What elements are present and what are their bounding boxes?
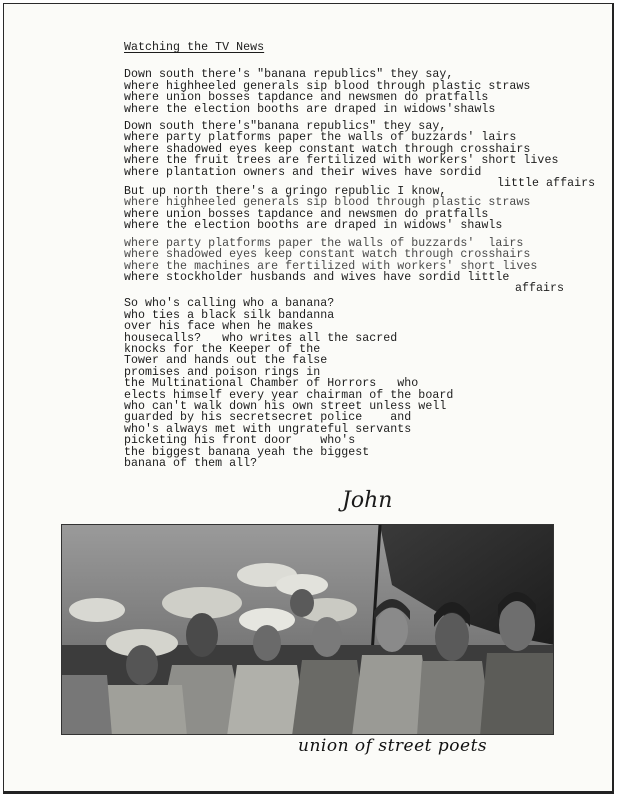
stanza-3 [124, 186, 604, 232]
hanging-line-1 [124, 178, 604, 189]
hanging-line-2 [124, 283, 604, 296]
poem-line: where the machines are fertilized with workers' short lives [124, 259, 538, 273]
poem-line: knocks for the Keeper of the [124, 342, 321, 356]
poem-line: elects himself every year chairman of the board [124, 388, 454, 402]
poem-line: where the election booths are draped in widows' shawls [124, 219, 503, 233]
poem-line: guarded by his secretsecret police and [124, 411, 412, 425]
poem-line: where party platforms paper the walls of buzzards' lairs [124, 236, 524, 250]
poem-line: who ties a black silk bandanna [124, 308, 335, 322]
handwritten-signature: John [342, 488, 393, 513]
poem-line: banana of them all? [124, 457, 258, 470]
poem-line: Down south there's"banana republics" they say, [124, 120, 447, 134]
poem-line: where plantation owners and their wives have sordid [124, 165, 482, 179]
poem-line: where shadowed eyes keep constant watch through crosshairs [124, 248, 531, 262]
poem-line: Down south there's "banana republics" they say, [124, 68, 454, 82]
poem-line: who can't walk down his own street unless well [124, 399, 447, 413]
photograph-workers [61, 524, 554, 735]
stanza-4 [124, 238, 604, 284]
poem-line: where highheeled generals sip blood through plastic straws [124, 196, 531, 210]
poem-line: where party platforms paper the walls of buzzards' lairs [124, 131, 517, 145]
poem-line: where the election booths are draped in widows'shawls [124, 102, 496, 116]
handwritten-caption: union of street poets [298, 736, 488, 756]
poem-line: the Multinational Chamber of Horrors who [124, 377, 419, 391]
poem-line: over his face when he makes [124, 320, 314, 334]
poem-line: Tower and hands out the false [124, 354, 328, 368]
poem-line: the biggest banana yeah the biggest [124, 445, 370, 459]
poem-line: who's always met with ungrateful servants [124, 422, 412, 436]
photo-illustration [62, 525, 554, 735]
poem-line: picketing his front door who's [124, 434, 356, 448]
document-page [3, 3, 614, 794]
poem-line: where shadowed eyes keep constant watch through crosshairs [124, 142, 531, 156]
poem-line: where union bosses tapdance and newsmen do pratfalls [124, 91, 489, 105]
poem-line: where the fruit trees are fertilized with workers' short lives [124, 154, 559, 168]
hanging-text: little affairs [497, 177, 596, 191]
stanza-1 [124, 69, 604, 115]
poem-line: where stockholder husbands and wives have sordid little [124, 270, 510, 284]
poem [124, 42, 604, 475]
poem-title: Watching the TV News [124, 41, 265, 54]
poem-line: where highheeled generals sip blood through plastic straws [124, 79, 531, 93]
stanza-5 [124, 298, 604, 469]
poem-line: So who's calling who a banana? [124, 297, 335, 311]
poem-line: But up north there's a gringo republic I know, [124, 185, 447, 199]
stanza-2 [124, 121, 604, 178]
poem-line: where union bosses tapdance and newsmen do pratfalls [124, 207, 489, 221]
hanging-text: affairs [515, 282, 565, 296]
poem-line: housecalls? who writes all the sacred [124, 331, 398, 345]
poem-line: promises and poison rings in [124, 365, 321, 379]
